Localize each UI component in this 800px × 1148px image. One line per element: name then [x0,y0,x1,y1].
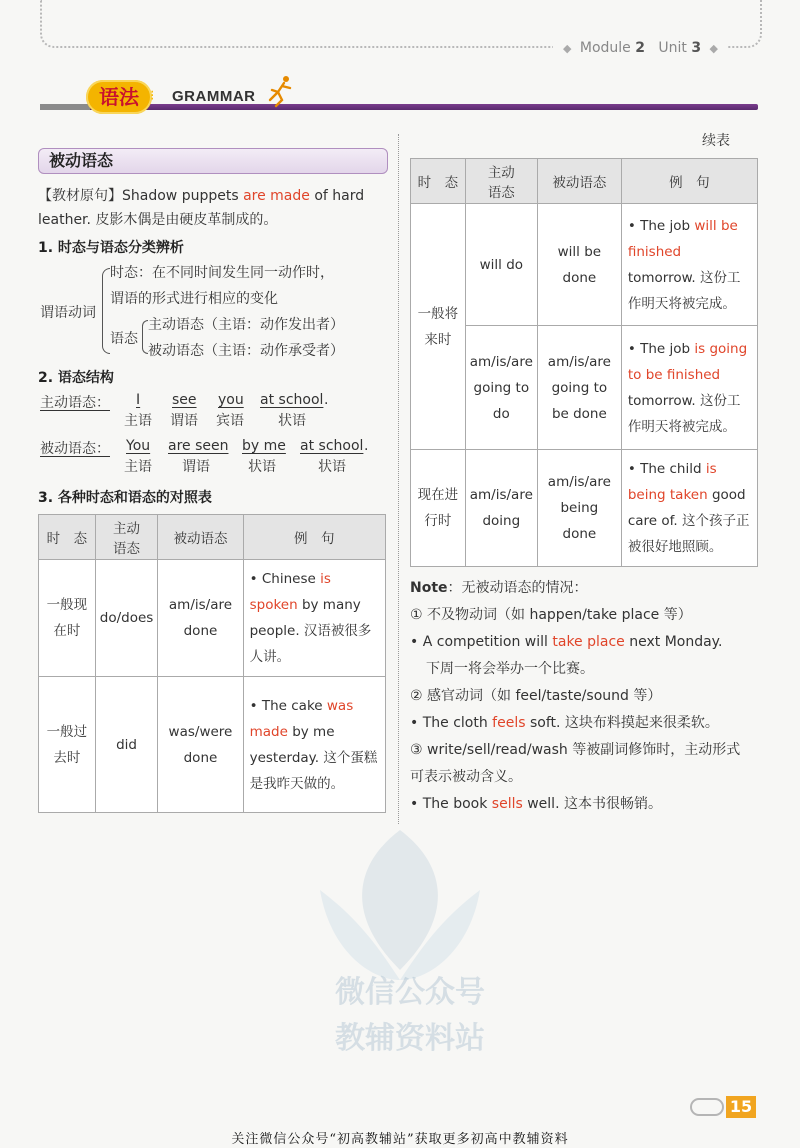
grammar-badge: 语法 [86,80,152,114]
tense-voice-table [38,514,386,813]
textbook-sentence: 【教材原句】Shadow puppets are made of hard leather. 皮影木偶是由硬皮革制成的。 [38,188,365,228]
active-voice-desc: 主动语态（主语：动作发出者） [148,317,344,333]
brace-outer [102,268,110,354]
part1-heading: 1. 时态与语态分类辨析 [38,240,184,256]
table-row: 现在进行时 am/is/are doing am/is/are being done • The child is being taken good care of. 这个孩子正被很好地照顾。 [411,450,758,567]
table-row: am/is/are going to do am/is/are going to be done • The job is going to be finished tomorrow. 这份工作明天将被完成。 [411,326,758,450]
part2-heading: 2. 语态结构 [38,370,114,386]
tense-line-2: 谓语的形式进行相应的变化 [110,291,278,307]
tree-root: 谓语动词 [40,305,96,321]
passive-structure: 被动语态： You 主语 are seen 谓语 by me 状语 at school 状语 . [40,438,369,475]
continued-label: 续表 [702,133,730,149]
grammar-bar-left [40,104,90,110]
tense-line-1: 时态：在不同时间发生同一动作时， [110,265,334,281]
page-number: 15 [726,1096,756,1118]
table-header-row: 时 态 主动 语态 被动语态 例 句 [411,159,758,204]
table-row: 一般将来时 will do will be done • The job will be finished tomorrow. 这份工作明天将被完成。 [411,204,758,326]
runner-icon [262,74,296,108]
table-row: 一般过去时 did was/were done • The cake was made by me yesterday. 这个蛋糕是我昨天做的。 [39,677,386,813]
badge-dots: ⁝ [150,88,155,104]
grammar-title: GRAMMAR [172,88,256,105]
tense-voice-tree [38,262,388,362]
passive-voice-desc: 被动语态（主语：动作承受者） [148,343,344,359]
table-header-row: 时 态 主动 语态 被动语态 例 句 [39,515,386,560]
voice-label: 语态 [110,331,138,347]
right-column [410,130,758,818]
watermark-text: 微信公众号 教辅资料站 [335,975,485,1056]
active-structure: 主动语态： I 主语 see 谓语 you 宾语 at school 状语 . [40,392,329,429]
part3-heading: 3. 各种时态和语态的对照表 [38,490,212,506]
section-title: 被动语态 [38,148,388,174]
tense-voice-table-continued [410,158,758,567]
footer-text: 关注微信公众号“初高教辅站”获取更多初高中教辅资料 [231,1132,569,1147]
column-divider [398,134,399,824]
table-row: 一般现在时 do/does am/is/are done • Chinese is spoken by many people. 汉语被很多人讲。 [39,560,386,677]
page-number-ornament [690,1098,724,1116]
module-unit-tag: ◆ Module 2 Unit 3 ◆ [553,40,728,56]
note-block: Note：无被动语态的情况： ① 不及物动词（如 happen/take place 等） • A competition will take place next Monday. 下周一将会举办一个比赛。 ② 感官动词（如 feel/taste/sound 等） • The cloth feels soft. 这块布料摸起来很柔软。 ③ write/sell/read/wash 等被副词修饰时，主动形式 可表示被动含义。 • The book sells well. 这本书很畅销。 [410,575,758,818]
left-column [38,148,388,813]
